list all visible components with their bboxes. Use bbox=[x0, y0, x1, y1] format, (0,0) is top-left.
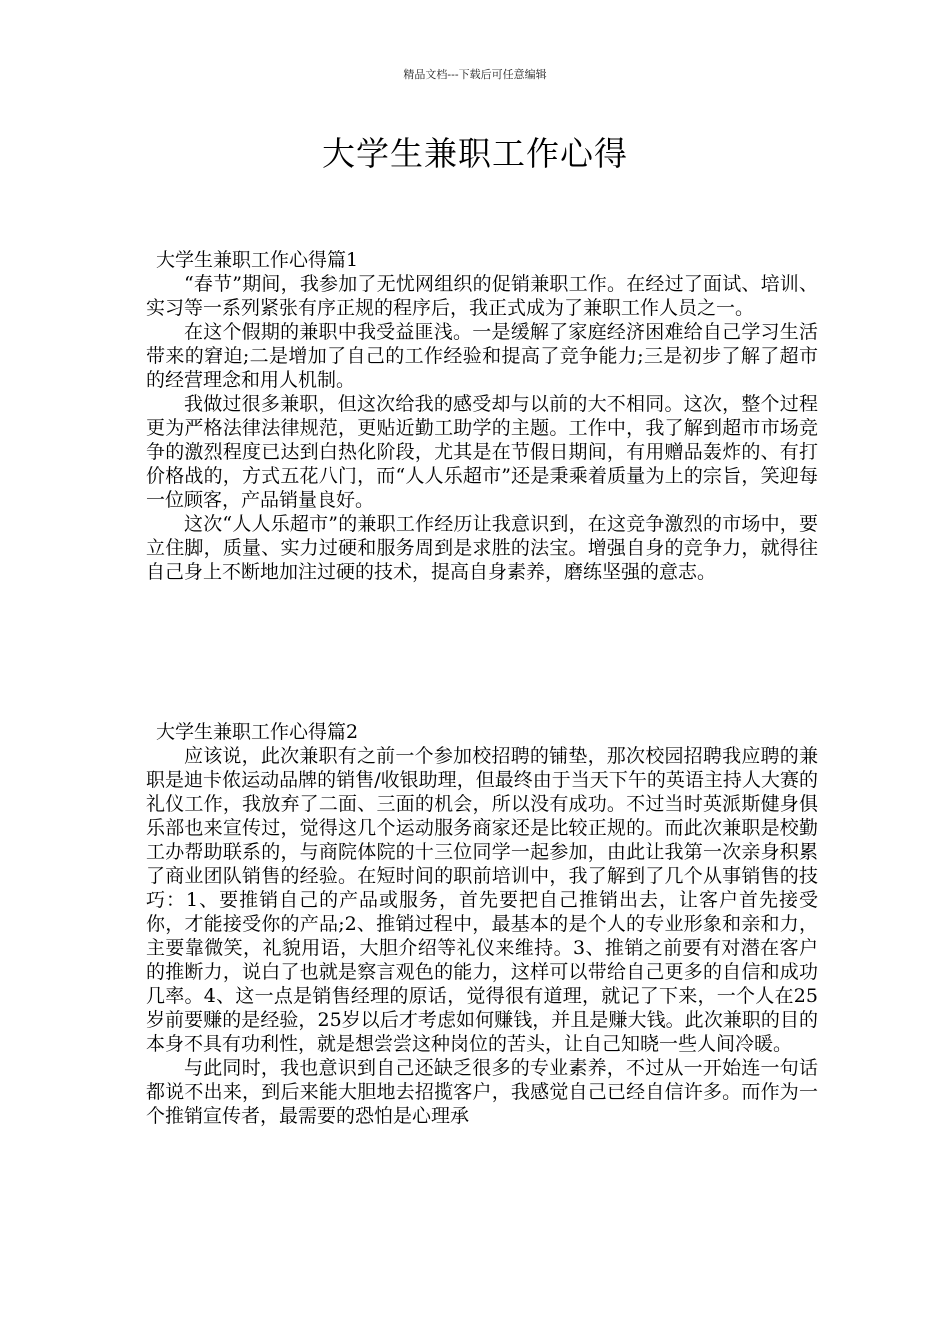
section-1 bbox=[146, 248, 818, 584]
paragraph: 我做过很多兼职，但这次给我的感受却与以前的大不相同。这次，整个过程更为严格法律法律规范，更贴近勤工助学的主题。工作中，我了解到超市市场竞争的激烈程度已达到白热化阶段，尤其是在节假日期间，有用赠品轰炸的、有打价格战的，方式五花八门，而“人人乐超市”还是秉乘着质量为上的宗旨，笑迎每一位顾客，产品销量良好。 bbox=[146, 393, 818, 511]
paragraph: 应该说，此次兼职有之前一个参加校招聘的铺垫，那次校园招聘我应聘的兼职是迪卡侬运动品牌的销售/收银助理，但最终由于当天下午的英语主持人大赛的礼仪工作，我放弃了二面、三面的机会，所以没有成功。不过当时英派斯健身俱乐部也来宣传过，觉得这几个运动服务商家还是比较正规的。而此次兼职是校勤工办帮助联系的，与商院体院的十三位同学一起参加，由此让我第一次亲身积累了商业团队销售的经验。在短时间的职前培训中，我了解到了几个从事销售的技巧：1、要推销自己的产品或服务，首先要把自己推销出去，让客户首先接受你，才能接受你的产品;2、推销过程中，最基本的是个人的专业形象和亲和力，主要靠微笑，礼貌用语，大胆介绍等礼仪来维持。3、推销之前要有对潜在客户的推断力，说白了也就是察言观色的能力，这样可以带给自己更多的自信和成功几率。4、这一点是销售经理的原话，觉得很有道理，就记了下来，一个人在25岁前要赚的是经验，25岁以后才考虑如何赚钱，并且是赚大钱。此次兼职的目的本身不具有功利性，就是想尝尝这种岗位的苦头，让自己知晓一些人间冷暖。 bbox=[146, 745, 818, 1055]
paragraph: 在这个假期的兼职中我受益匪浅。一是缓解了家庭经济困难给自己学习生活带来的窘迫;二是增加了自己的工作经验和提高了竞争能力;三是初步了解了超市的经营理念和用人机制。 bbox=[146, 321, 818, 391]
section-heading: 大学生兼职工作心得篇2 bbox=[156, 721, 359, 743]
section-heading: 大学生兼职工作心得篇1 bbox=[156, 249, 359, 271]
header-note: 精品文档---下载后可任意编辑 bbox=[403, 68, 547, 81]
paragraph: 与此同时，我也意识到自己还缺乏很多的专业素养，不过从一开始连一句话都说不出来，到后来能大胆地去招揽客户，我感觉自己已经自信许多。而作为一个推销宣传者，最需要的恐怕是心理承 bbox=[146, 1057, 818, 1127]
paragraph: 这次“人人乐超市”的兼职工作经历让我意识到，在这竞争激烈的市场中，要立住脚，质量、实力过硬和服务周到是求胜的法宝。增强自身的竞争力，就得往自己身上不断地加注过硬的技术，提高自身素养，磨练坚强的意志。 bbox=[146, 513, 818, 583]
document-title: 大学生兼职工作心得 bbox=[322, 134, 628, 173]
section-2 bbox=[146, 720, 818, 1128]
paragraph: “春节”期间，我参加了无忧网组织的促销兼职工作。在经过了面试、培训、实习等一系列紧张有序正规的程序后，我正式成为了兼职工作人员之一。 bbox=[146, 273, 818, 319]
